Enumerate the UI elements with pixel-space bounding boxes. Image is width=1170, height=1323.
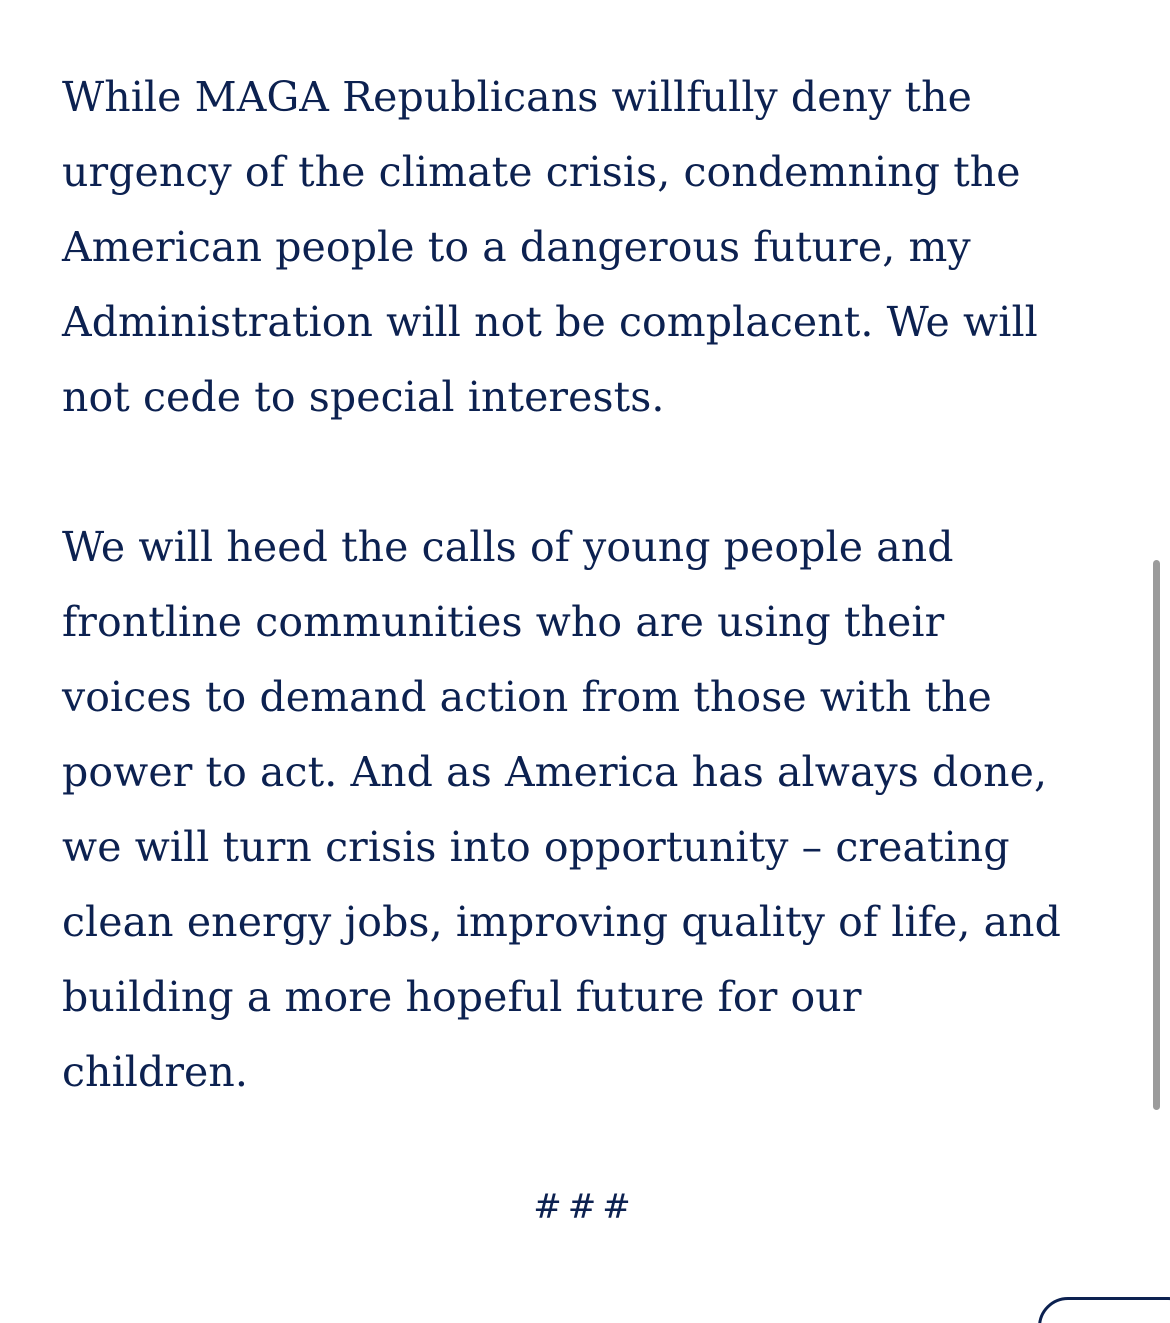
text-line: not cede to special interests.	[62, 373, 665, 421]
article-paragraph	[62, 60, 1122, 435]
vertical-scrollbar[interactable]	[1153, 560, 1160, 1110]
text-line: clean energy jobs, improving quality of life, and	[62, 898, 1062, 946]
floating-button[interactable]	[1038, 1297, 1170, 1323]
article-body	[62, 60, 1122, 1110]
text-line: American people to a dangerous future, my	[62, 223, 971, 271]
end-of-release-mark: ###	[533, 1187, 637, 1227]
text-line: frontline communities who are using their	[62, 598, 945, 646]
text-line: power to act. And as America has always done,	[62, 748, 1048, 796]
text-line: voices to demand action from those with the	[62, 673, 992, 721]
text-line: building a more hopeful future for our	[62, 973, 862, 1021]
text-line: urgency of the climate crisis, condemning the	[62, 148, 1021, 196]
article-paragraph	[62, 510, 1122, 1110]
text-line: children.	[62, 1048, 249, 1096]
text-line: While MAGA Republicans willfully deny the	[62, 73, 972, 121]
text-line: We will heed the calls of young people and	[62, 523, 954, 571]
text-line: Administration will not be complacent. We will	[62, 298, 1038, 346]
text-line: we will turn crisis into opportunity – creating	[62, 823, 1010, 871]
